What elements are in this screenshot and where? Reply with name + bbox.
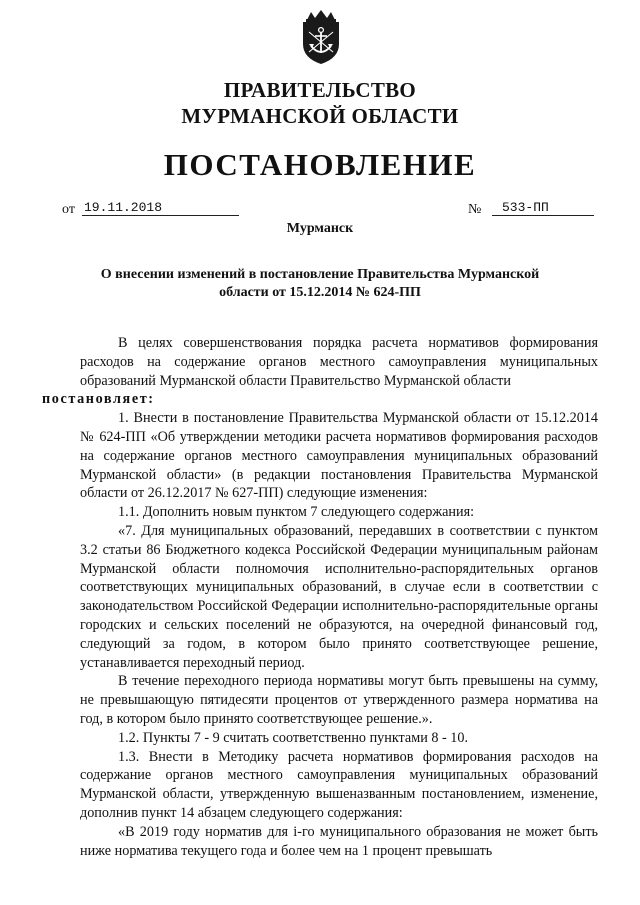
paragraph-7-quote: «7. Для муниципальных образований, передавших в соответствии с пунктом 3.2 статьи 86 Бюджетного кодекса Российской Федерации муниципальным районам Мурманской области полномочия исполнительно-распорядительных органов соответствующих муниципальных образований, в случае если в соответствии с законодательством Российской Федерации исполнительно-распорядительные органы городских и сельских поселений не образуются, на очередной финансовый год, следующий за годом, в котором было принято соответствующее решение, устанавливается переходный период. — [80, 522, 598, 671]
document-type-title: ПОСТАНОВЛЕНИЕ — [163, 147, 477, 182]
document-number: 533-ПП — [492, 200, 594, 216]
intro-text: В целях совершенствования порядка расчета нормативов формирования расходов на содержание органов местного самоуправления муниципальных образований Мурманской области Правительство Мурманской области — [80, 335, 598, 389]
government-title-line1: ПРАВИТЕЛЬСТВО — [223, 78, 417, 102]
document-subject: О внесении изменений в постановление Правительства Мурманской области от 15.12.2014 № 624-ПП — [100, 267, 540, 300]
paragraph-1-2: 1.2. Пункты 7 - 9 считать соответственно пунктами 8 - 10. — [118, 729, 468, 746]
paragraph-7-continuation: В течение переходного периода нормативы могут быть превышены на сумму, не превышающую пятидесяти процентов от утвержденного размера норматива на год, в котором было принято соответствующее решение.». — [80, 673, 598, 727]
document-body — [42, 334, 598, 860]
paragraph-14-quote: «В 2019 году норматив для i-го муниципального образования не может быть ниже норматива текущего года и более чем на 1 процент превышать — [80, 823, 598, 859]
paragraph-1: 1. Внести в постановление Правительства Мурманской области от 15.12.2014 № 624-ПП «Об утверждении методики расчета нормативов формирования расходов на содержание органов местного самоуправления муниципальных образований Мурманской области» (в редакции постановления Правительства Мурманской области от 26.12.2017 № 627-ПП) следующие изменения: — [80, 410, 598, 502]
paragraph-1-1: 1.1. Дополнить новым пунктом 7 следующего содержания: — [118, 504, 475, 521]
date-prefix: от — [62, 202, 75, 217]
date-number-row — [62, 202, 592, 222]
resolves-word: постановляет: — [42, 391, 155, 408]
number-prefix: № — [468, 202, 482, 217]
intro-paragraph — [42, 334, 598, 409]
document-date: 19.11.2018 — [82, 200, 239, 216]
paragraph-1-3: 1.3. Внести в Методику расчета нормативов формирования расходов на содержание органов местного самоуправления муниципальных образований Мурманской области, утвержденную вышеназванным постановлением, изменение, дополнив пункт 14 абзацем следующего содержания: — [80, 748, 598, 821]
government-title-line2: МУРМАНСКОЙ ОБЛАСТИ — [181, 104, 459, 128]
coat-of-arms-icon — [295, 8, 347, 66]
city: Мурманск — [286, 221, 354, 236]
